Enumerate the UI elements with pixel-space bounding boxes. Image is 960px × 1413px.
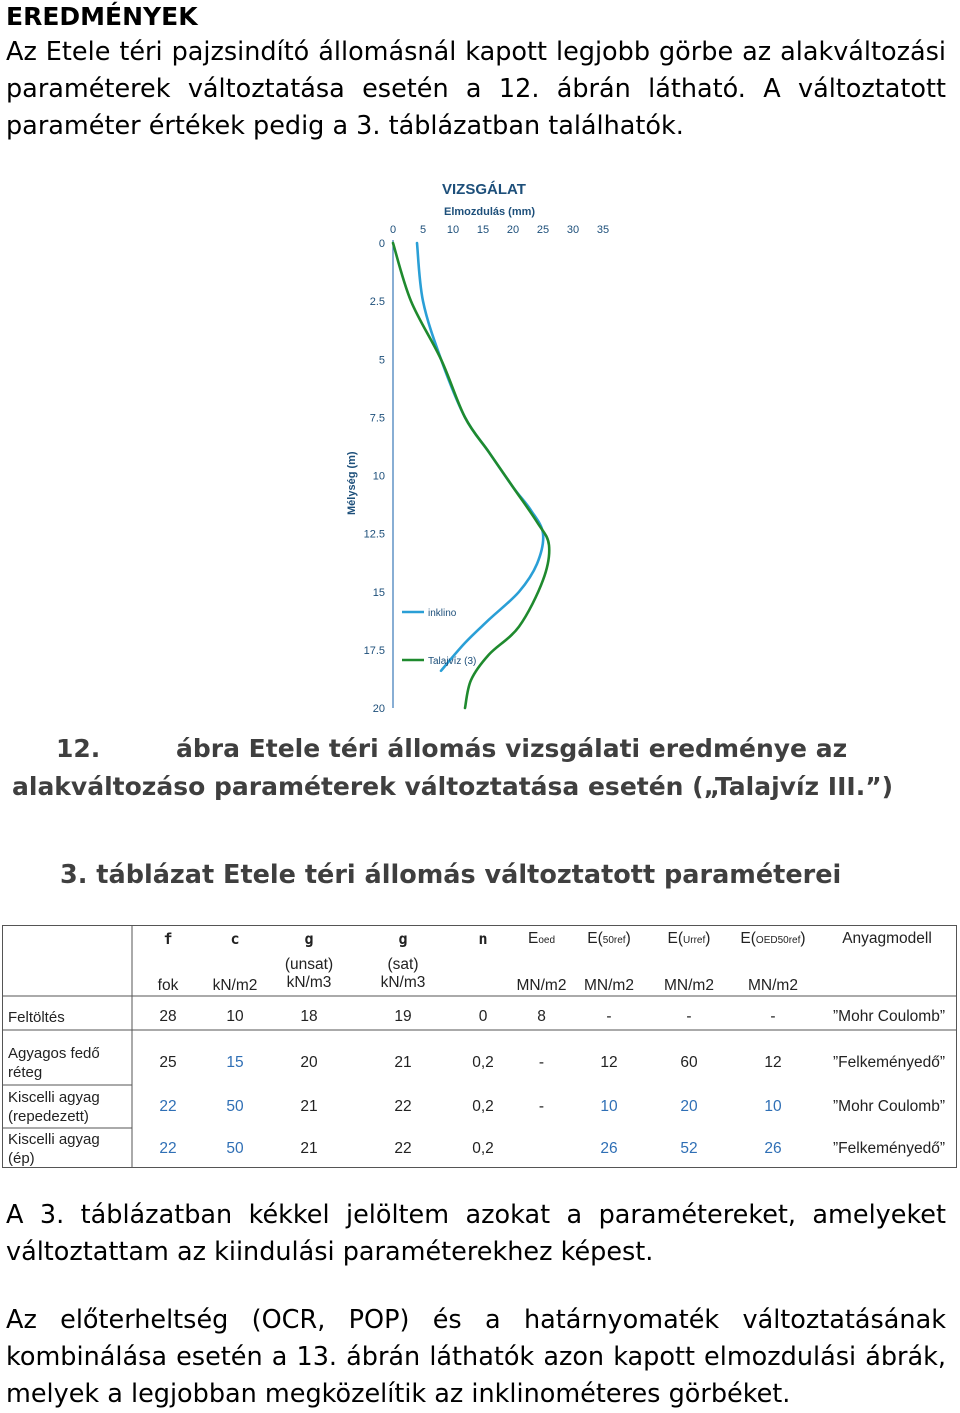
table-cell: 22	[159, 1098, 177, 1115]
table-cell: 0	[478, 1008, 488, 1025]
x-tick-label: 20	[506, 224, 520, 236]
table-cell: 15	[226, 1054, 244, 1071]
table-cell: -	[538, 1054, 545, 1071]
model-cell: ”Mohr Coulomb”	[833, 1008, 945, 1025]
unit-cell: MN/m2	[664, 977, 714, 994]
model-cell: ”Felkeményedő”	[833, 1054, 945, 1071]
chart-title: VIZSGÁLAT	[442, 181, 526, 198]
table-cell: 0,2	[472, 1054, 494, 1071]
unit-cell: (unsat) kN/m3	[284, 956, 334, 991]
table-cell: 10	[600, 1098, 618, 1115]
paragraph-2: A 3. táblázatban kékkel jelöltem azokat a paramétereket, amelyeket változtattam az kiindulási paraméterekhez képest.	[6, 1200, 946, 1267]
table-cell	[514, 1129, 569, 1169]
table-cell: 12	[600, 1054, 618, 1071]
unit-cell: MN/m2	[516, 977, 567, 994]
table-cell: 20	[300, 1054, 318, 1071]
table-cell: 50	[226, 1098, 244, 1115]
x-tick-label: 5	[419, 224, 427, 236]
table-cell: 52	[680, 1140, 698, 1157]
series-line-inklino	[417, 243, 543, 671]
row-label: Kiscelli agyag (repedezett)	[8, 1089, 100, 1125]
table-row	[2, 1085, 957, 1129]
table-row	[2, 999, 957, 1035]
table-cell: 26	[600, 1140, 618, 1157]
x-axis-label: Elmozdulás (mm)	[444, 206, 536, 218]
paragraph-3: Az előterheltség (OCR, POP) és a határnyomaték változtatásának kombinálása esetén a 13. ábrán láthatók azon kapott elmozdulási ábrák, melyek a legjobban megközelítik az inklinométeres görbéket.	[6, 1305, 946, 1409]
unit-cell: MN/m2	[584, 977, 634, 994]
table-cell: 60	[680, 1054, 698, 1071]
unit-cell: kN/m2	[212, 977, 258, 994]
table-cell: 26	[764, 1140, 782, 1157]
legend-label-inklino: inklino	[428, 608, 457, 619]
model-cell: ”Felkeményedő”	[833, 1140, 945, 1157]
header-symbol: n	[478, 930, 488, 948]
row-label: Kiscelli agyag (ép)	[8, 1131, 100, 1167]
y-tick-label: 0	[378, 238, 385, 250]
table-cell: -	[686, 1008, 692, 1025]
table-cell: -	[606, 1008, 612, 1025]
y-tick-label: 7.5	[369, 412, 385, 425]
table-cell: 19	[394, 1008, 412, 1025]
table-cell: 50	[226, 1140, 244, 1157]
unit-cell: (sat) kN/m3	[380, 956, 426, 991]
displacement-depth-chart	[346, 170, 610, 716]
y-tick-label: 10	[372, 470, 385, 483]
table-cell: 8	[537, 1008, 546, 1025]
header-e-urref: E(Urref)	[667, 930, 711, 947]
legend	[402, 608, 476, 667]
series-layer	[393, 243, 549, 708]
table-cell: 25	[159, 1054, 177, 1071]
x-tick-label: 30	[566, 224, 580, 236]
section-heading: EREDMÉNYEK	[6, 2, 198, 31]
x-tick-label: 0	[389, 224, 397, 236]
y-tick-label: 12.5	[363, 528, 385, 541]
y-axis-label: Mélység (m)	[346, 451, 358, 515]
table-cell: 22	[159, 1140, 177, 1157]
y-tick-label: 15	[372, 586, 385, 599]
table-cell: 12	[764, 1054, 782, 1071]
y-tick-label: 5	[378, 354, 385, 367]
table-cell: -	[538, 1098, 545, 1115]
parameters-table	[2, 925, 957, 1169]
x-axis-ticks	[390, 224, 609, 236]
table-cell: 0,2	[472, 1098, 494, 1115]
header-symbol: f	[163, 930, 173, 948]
x-tick-label: 35	[596, 224, 610, 236]
row-label: Feltöltés	[8, 1008, 65, 1026]
y-axis-ticks	[364, 238, 385, 715]
table-row	[2, 1041, 957, 1085]
table-cell: 20	[680, 1098, 698, 1115]
header-symbol: c	[230, 930, 240, 948]
table-row	[2, 1129, 957, 1169]
table-cell: 22	[394, 1140, 412, 1157]
table-title: 3. táblázat Etele téri állomás változtatott paraméterei	[60, 860, 842, 890]
figure-caption	[12, 730, 912, 806]
row-label: Agyagos fedő réteg	[8, 1045, 100, 1081]
caption-first-line: ábra Etele téri állomás vizsgálati eredménye az	[176, 734, 848, 763]
header-model: Anyagmodell	[842, 930, 932, 947]
header-symbol: g	[304, 930, 314, 948]
header-symbol: g	[398, 930, 408, 948]
x-tick-label: 15	[476, 224, 490, 236]
table-cell: 10	[226, 1008, 244, 1025]
header-e-oed: Eoed	[527, 930, 556, 947]
legend-label-talajviz: Talajvíz (3)	[428, 656, 477, 667]
table-cell: 21	[394, 1054, 412, 1071]
header-e-50ref: E(50ref)	[587, 930, 631, 947]
y-tick-label: 20	[372, 703, 385, 715]
x-tick-label: 10	[446, 224, 460, 236]
table-cell: 21	[300, 1098, 318, 1115]
y-tick-label: 2.5	[369, 296, 385, 309]
table-cell: 28	[159, 1008, 177, 1025]
table-cell: 18	[300, 1008, 318, 1025]
table-cell: 10	[764, 1098, 782, 1115]
caption-number: 12.	[56, 734, 101, 763]
header-e-oed50ref: E(OED50ref)	[740, 930, 806, 947]
model-cell: ”Mohr Coulomb”	[833, 1098, 945, 1115]
table-cell: -	[770, 1008, 776, 1025]
y-tick-label: 17.5	[363, 644, 385, 657]
x-tick-label: 25	[536, 224, 550, 236]
table-cell: 22	[394, 1098, 412, 1115]
intro-paragraph: Az Etele téri pajzsindító állomásnál kapott legjobb görbe az alakváltozási paraméterek változtatása esetén a 12. ábrán látható. A változtatott paraméter értékek pedig a 3. táblázatban találhatók.	[6, 37, 946, 141]
caption-second-line: alakváltozáso paraméterek változtatása esetén („Talajvíz III.”)	[12, 772, 894, 801]
unit-cell: fok	[157, 977, 179, 994]
table-cell: 0,2	[472, 1140, 494, 1157]
unit-cell: MN/m2	[748, 977, 798, 994]
table-cell: 21	[300, 1140, 318, 1157]
